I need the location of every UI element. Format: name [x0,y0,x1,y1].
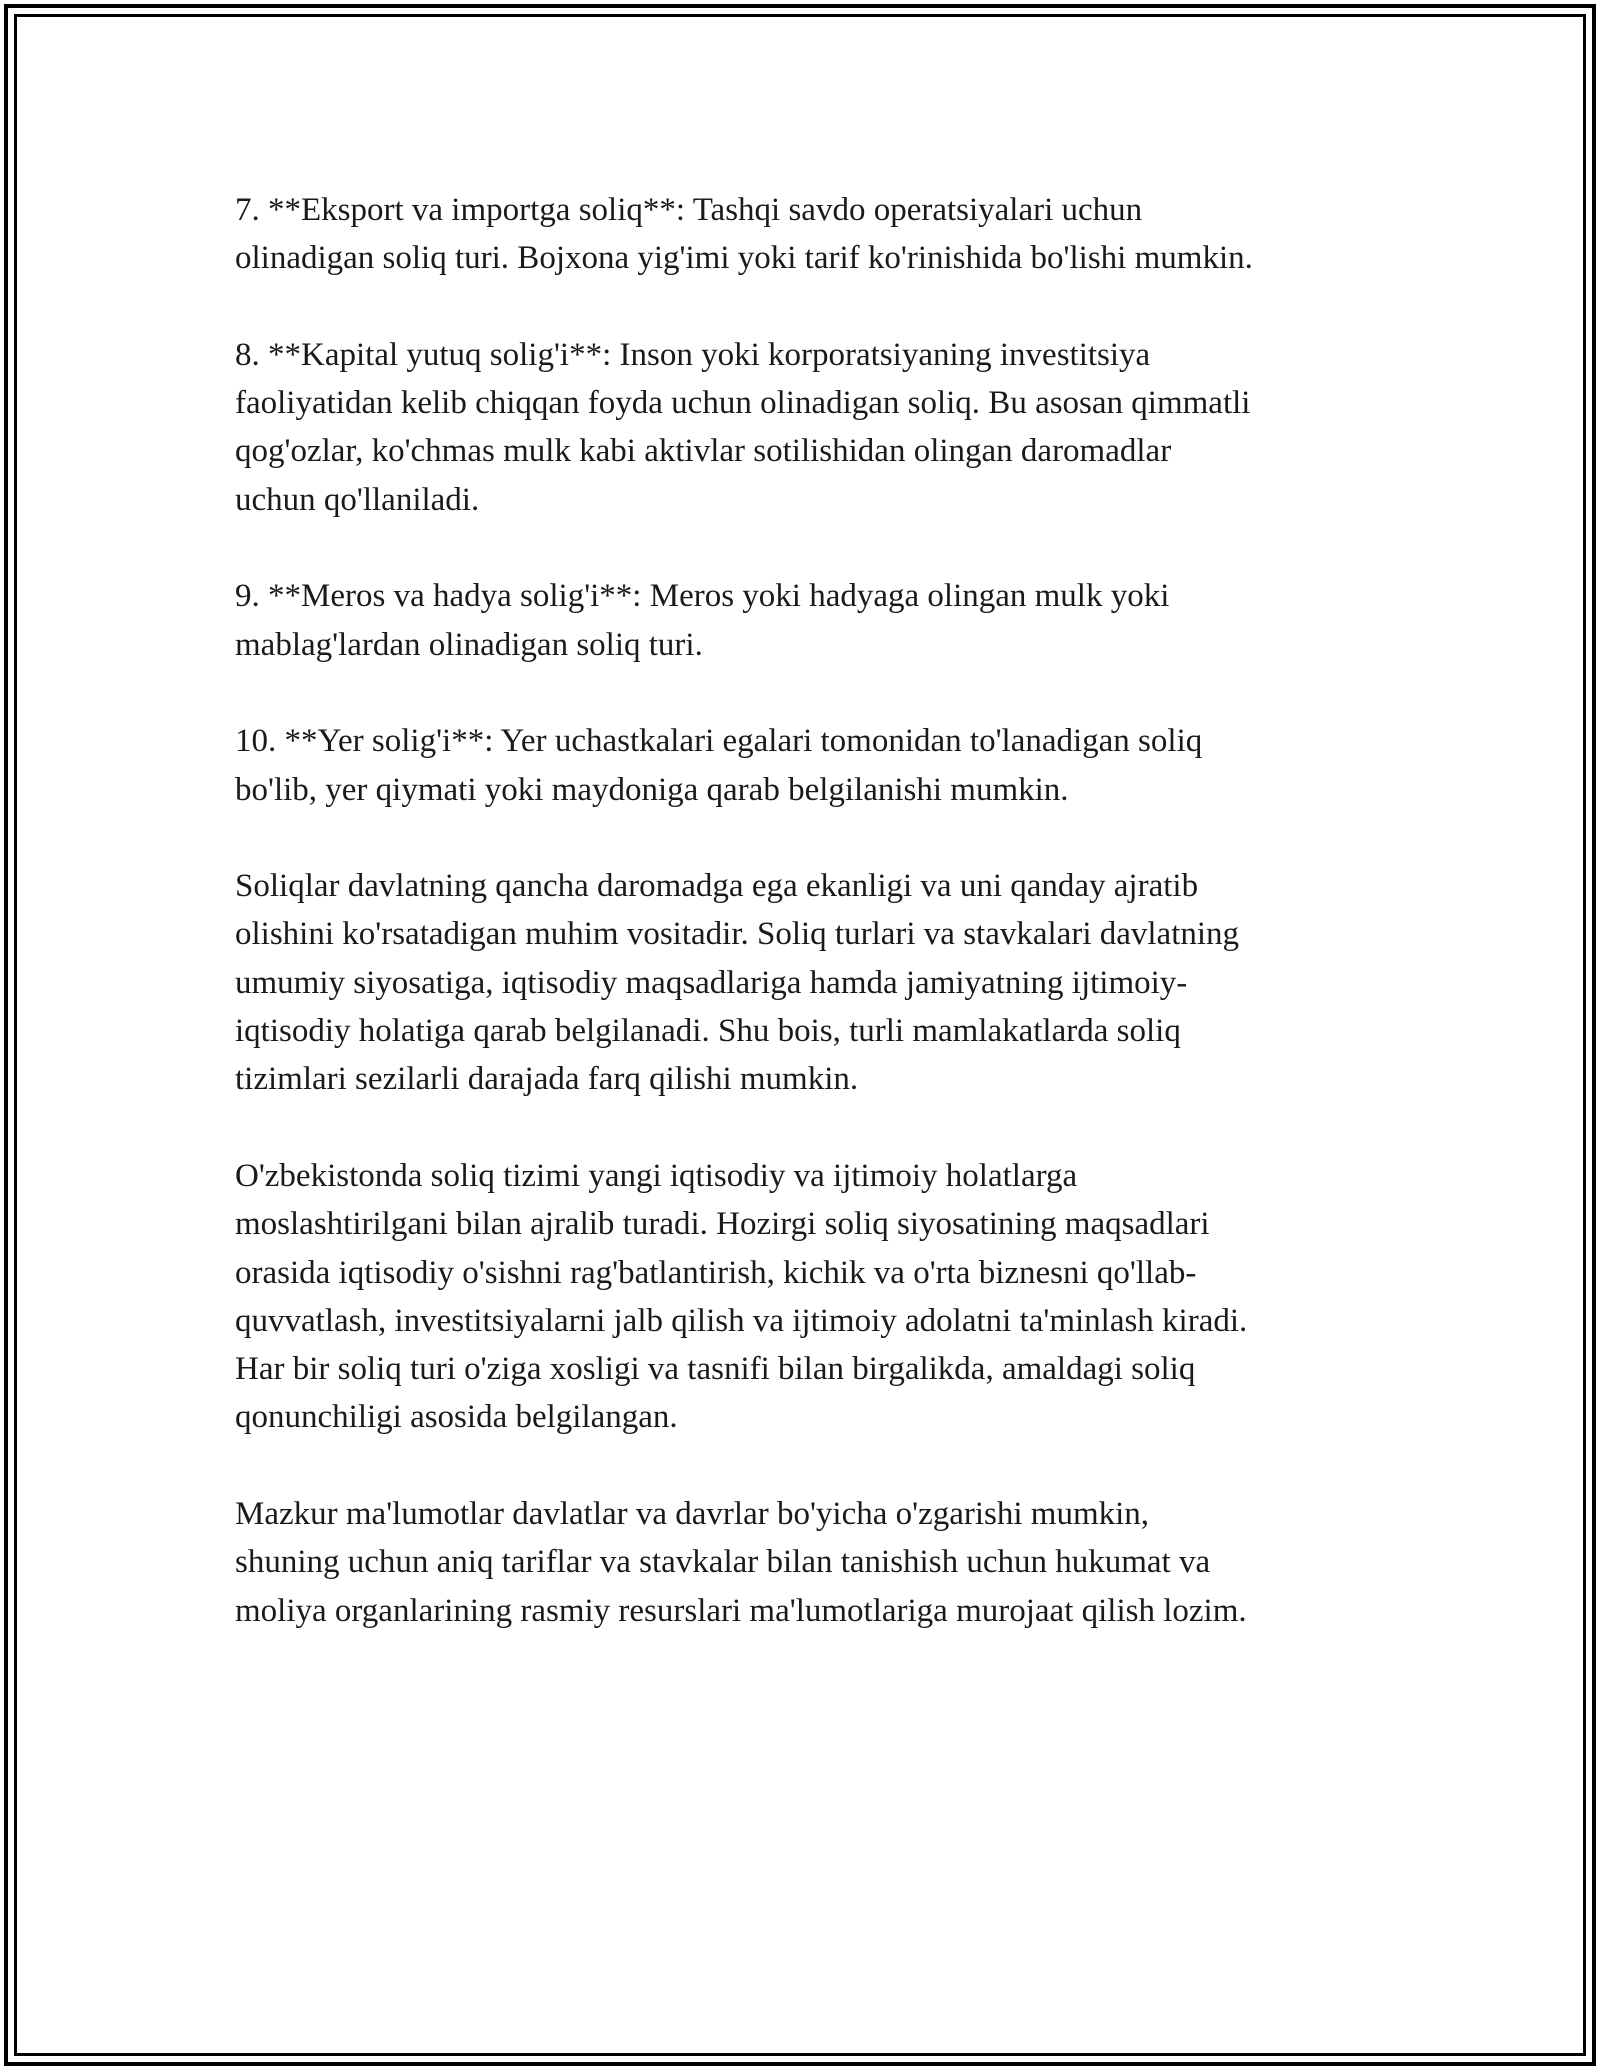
paragraph-taxes-overview: Soliqlar davlatning qancha daromadga ega ekanligi va uni qanday ajratib olishini ko'rsatadigan muhim vositadir. Soliq turlari va stavkalari davlatning umumiy siyosatiga, iqtisodiy maqsadlariga hamda jamiyatning ijtimoiy- iqtisodiy holatiga qarab belgilanadi. Shu bois, turli mamlakatlarda soliq tizimlari sezilarli darajada farq qilishi mumkin. [235,868,1240,1098]
paragraph-inheritance-gift-tax: 9. **Meros va hadya solig'i**: Meros yoki hadyaga olingan mulk yoki mablag'lardan olinadigan soliq turi. [235,578,1170,663]
paragraph-land-tax: 10. **Yer solig'i**: Yer uchastkalari egalari tomonidan to'lanadigan soliq bo'lib, yer qiymati yoki maydoniga qarab belgilanishi mumkin. [235,723,1203,808]
paragraph-export-import-tax: 7. **Eksport va importga soliq**: Tashqi savdo operatsiyalari uchun olinadigan soliq turi. Bojxona yig'imi yoki tarif ko'rinishida bo'lishi mumkin. [235,192,1253,277]
document-body [235,186,1375,1683]
paragraph-capital-gains-tax: 8. **Kapital yutuq solig'i**: Inson yoki korporatsiyaning investitsiya faoliyatidan kelib chiqqan foyda uchun olinadigan soliq. Bu asosan qimmatli qog'ozlar, ko'chmas mulk kabi aktivlar sotilishidan olingan daromadlar uchun qo'llaniladi. [235,336,1251,518]
paragraph-uzbekistan-tax-system: O'zbekistonda soliq tizimi yangi iqtisodiy va ijtimoiy holatlarga moslashtirilgani bilan ajralib turadi. Hozirgi soliq siyosatining maqsadlari orasida iqtisodiy o'sishni rag'batlantirish, kichik va o'rta biznesni qo'llab- quvvatlash, investitsiyalarni jalb qilish va ijtimoiy adolatni ta'minlash kiradi. Har bir soliq turi o'ziga xosligi va tasnifi bilan birgalikda, amaldagi soliq qonunchiligi asosida belgilangan. [235,1157,1248,1436]
paragraph-closing-note: Mazkur ma'lumotlar davlatlar va davrlar bo'yicha o'zgarishi mumkin, shuning uchun aniq tariflar va stavkalar bilan tanishish uchun hukumat va moliya organlarining rasmiy resurslari ma'lumotlariga murojaat qilish lozim. [235,1496,1247,1629]
